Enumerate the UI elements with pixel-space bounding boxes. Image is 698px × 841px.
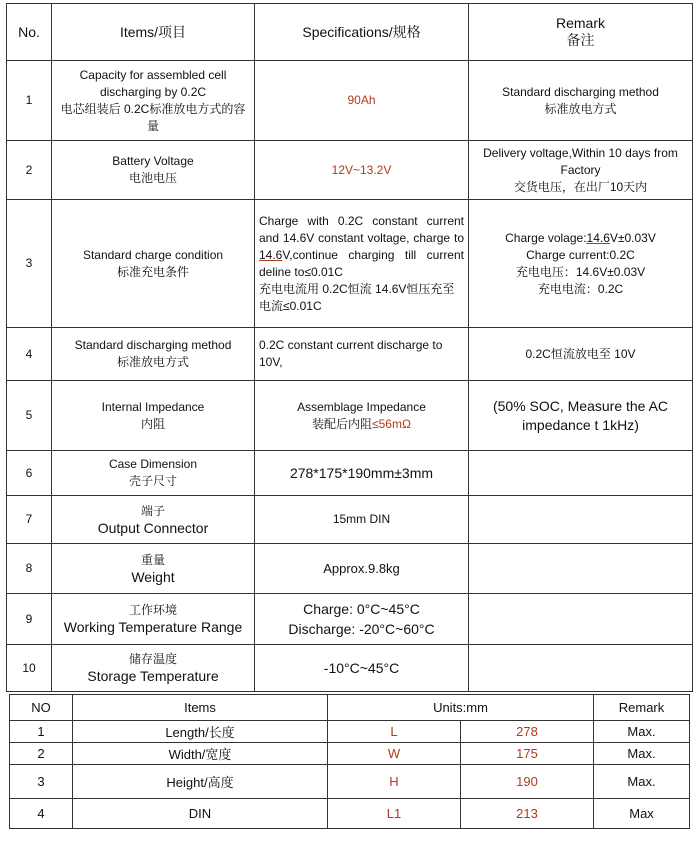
dim-value: 175	[461, 743, 594, 765]
item-cn: 储存温度	[128, 652, 177, 666]
row-item	[52, 496, 255, 544]
spec-row	[7, 381, 693, 451]
header-items: Items/项目	[52, 4, 255, 61]
row-item	[52, 61, 255, 141]
voltage-highlight: 14.6	[259, 247, 283, 262]
remark-en: Standard discharging method	[502, 84, 659, 99]
row-spec: 278*175*190mm±3mm	[255, 451, 469, 496]
dim-remark: Max	[594, 799, 690, 829]
item-cn: 重量	[140, 552, 165, 567]
item-en: Capacity for assembled cell discharging by 0.2C	[79, 67, 227, 99]
row-item	[52, 381, 255, 451]
item-en: Internal Impedance	[101, 399, 205, 414]
item-en: Weight	[131, 568, 175, 585]
remark-voltage: Charge volage:14.6V±0.03V	[505, 230, 656, 245]
remark-voltage-cn: 充电电压：14.6V±0.03V	[515, 264, 646, 279]
spec-charge: Charge: 0°C~45°C	[303, 601, 420, 617]
row-remark	[469, 61, 693, 141]
dim-value: 213	[461, 799, 594, 829]
remark-cn: 交货电压，在出厂10天内	[513, 179, 648, 194]
row-remark	[469, 645, 693, 692]
dim-remark: Max.	[594, 765, 690, 799]
impedance-value: ≤56mΩ	[372, 416, 411, 431]
item-cn: 电池电压	[128, 171, 177, 185]
row-no: 2	[7, 141, 52, 200]
spec-row	[7, 594, 693, 645]
item-cn: 端子	[140, 503, 165, 518]
remark-en: Delivery voltage,Within 10 days from Factory	[483, 145, 678, 177]
spec-row	[7, 496, 693, 544]
spec-en: Assemblage Impedance	[297, 399, 426, 414]
spec-table	[6, 3, 693, 692]
dim-row	[10, 721, 690, 743]
spec-cn: 装配后内阻≤56mΩ	[312, 416, 411, 431]
spec-cn: 充电电流用 0.2C恒流 14.6V恒压充至电流≤0.01C	[259, 281, 455, 313]
item-en: Battery Voltage	[112, 154, 194, 168]
dim-symbol: L	[328, 721, 461, 743]
row-spec: -10°C~45°C	[255, 645, 469, 692]
spec-discharge: Discharge: -20°C~60°C	[288, 621, 435, 637]
row-no: 9	[7, 594, 52, 645]
item-en: Output Connector	[97, 519, 209, 536]
header-no: No.	[7, 4, 52, 61]
row-item	[52, 141, 255, 200]
item-cn: 内阻	[140, 416, 165, 431]
item-en: Storage Temperature	[87, 668, 219, 684]
dim-remark: Max.	[594, 721, 690, 743]
item-cn: 工作环境	[128, 603, 177, 617]
spec-row	[7, 451, 693, 496]
dim-item: DIN	[73, 799, 328, 829]
item-cn: 标准放电方式	[116, 355, 189, 369]
header-spec: Specifications/规格	[255, 4, 469, 61]
row-remark: 0.2C恒流放电至 10V	[469, 328, 693, 381]
spec-text: Charge with 0.2C constant current and 14.6V constant voltage, charge to 14.6V,continue charging till current deline to≤0.01C	[259, 213, 464, 279]
spec-header-row	[7, 4, 693, 61]
row-remark	[469, 496, 693, 544]
row-spec	[255, 594, 469, 645]
spec-row	[7, 200, 693, 328]
row-spec: 12V~13.2V	[255, 141, 469, 200]
row-spec: 90Ah	[255, 61, 469, 141]
dim-no: 3	[10, 765, 73, 799]
dim-header-remark: Remark	[594, 695, 690, 721]
dim-row	[10, 765, 690, 799]
dim-header-items: Items	[73, 695, 328, 721]
header-remark	[469, 4, 693, 61]
row-spec	[255, 381, 469, 451]
dim-symbol: L1	[328, 799, 461, 829]
row-no: 4	[7, 328, 52, 381]
row-no: 7	[7, 496, 52, 544]
item-en: Case Dimension	[108, 457, 198, 471]
row-spec: 15mm DIN	[255, 496, 469, 544]
row-spec: 0.2C constant current discharge to 10V,	[255, 328, 469, 381]
row-item	[52, 200, 255, 328]
dim-value: 278	[461, 721, 594, 743]
row-remark	[469, 594, 693, 645]
dim-item: Length/长度	[73, 721, 328, 743]
item-en: Working Temperature Range	[63, 619, 243, 635]
remark-current-cn: 充电电流：0.2C	[537, 281, 624, 296]
dim-symbol: W	[328, 743, 461, 765]
row-remark	[469, 141, 693, 200]
dim-item: Height/高度	[73, 765, 328, 799]
dim-no: 1	[10, 721, 73, 743]
row-item	[52, 328, 255, 381]
spec-row	[7, 61, 693, 141]
spec-row	[7, 141, 693, 200]
row-item	[52, 451, 255, 496]
dim-no: 4	[10, 799, 73, 829]
row-no: 8	[7, 544, 52, 594]
row-no: 3	[7, 200, 52, 328]
header-remark-en: Remark	[555, 15, 605, 31]
row-spec	[255, 200, 469, 328]
row-no: 10	[7, 645, 52, 692]
dim-header-units: Units:mm	[328, 695, 594, 721]
dimension-table	[9, 694, 690, 829]
row-item	[52, 645, 255, 692]
row-item	[52, 544, 255, 594]
spec-row	[7, 645, 693, 692]
voltage-highlight: 14.6	[586, 230, 610, 245]
row-remark	[469, 200, 693, 328]
dim-symbol: H	[328, 765, 461, 799]
row-remark: (50% SOC, Measure the AC impedance t 1kHz)	[469, 381, 693, 451]
dim-row	[10, 743, 690, 765]
dim-item: Width/宽度	[73, 743, 328, 765]
dim-no: 2	[10, 743, 73, 765]
item-cn: 壳子尺寸	[128, 474, 177, 488]
row-no: 5	[7, 381, 52, 451]
dim-header-no: NO	[10, 695, 73, 721]
item-cn: 标准充电条件	[116, 264, 189, 279]
dim-row	[10, 799, 690, 829]
item-en: Standard charge condition	[82, 247, 224, 262]
dim-remark: Max.	[594, 743, 690, 765]
row-no: 1	[7, 61, 52, 141]
remark-current: Charge current:0.2C	[526, 247, 635, 262]
item-cn: 电芯组装后 0.2C标准放电方式的容量	[60, 101, 246, 133]
spec-row	[7, 328, 693, 381]
row-spec: Approx.9.8kg	[255, 544, 469, 594]
row-remark	[469, 544, 693, 594]
row-remark	[469, 451, 693, 496]
spec-row	[7, 544, 693, 594]
item-en: Standard discharging method	[74, 338, 232, 352]
row-item	[52, 594, 255, 645]
header-remark-cn: 备注	[566, 32, 595, 48]
row-no: 6	[7, 451, 52, 496]
remark-cn: 标准放电方式	[544, 101, 617, 116]
dim-value: 190	[461, 765, 594, 799]
dim-header-row	[10, 695, 690, 721]
